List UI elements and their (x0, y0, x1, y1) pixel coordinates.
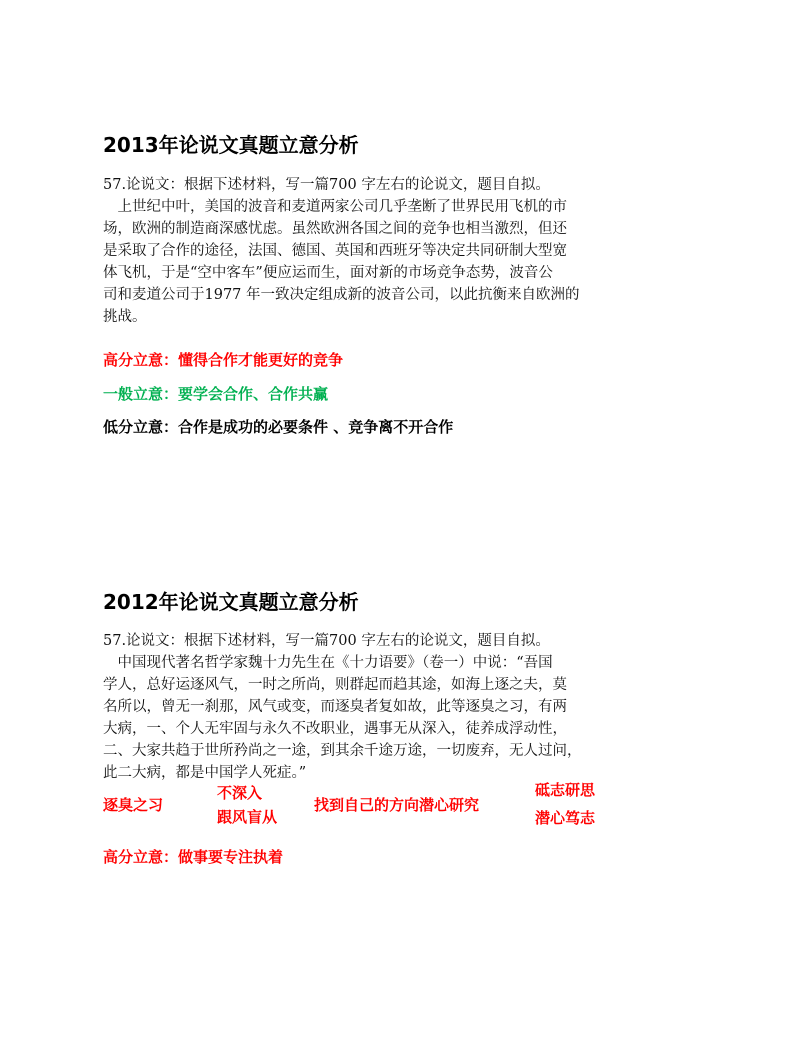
material-line: 体飞机，于是“空中客车”便应运而生，面对新的市场竞争态势，波音公 (103, 265, 553, 281)
map-not-deep: 不深入 (217, 784, 263, 802)
section-2013-medium-idea: 一般立意：要学会合作、合作共赢 (103, 385, 329, 403)
question-line: 57.论说文：根据下述材料，写一篇700 字左右的论说文，题目自拟。 (103, 177, 550, 193)
material-line: 是采取了合作的途径，法国、德国、英国和西班牙等决定共同研制大型宽 (103, 243, 567, 259)
map-find-direction: 找到自己的方向潜心研究 (314, 796, 480, 814)
material-line: 学人，总好运逐风气，一时之所尚，则群起而趋其途，如海上逐之夫，莫 (103, 677, 567, 693)
section-2012-title: 2012年论说文真题立意分析 (103, 590, 359, 614)
map-hone: 砥志研思 (535, 781, 596, 799)
material-line: 大病，一、个人无牢固与永久不改职业，遇事无从深入，徒养成浮动性， (103, 721, 567, 737)
section-2012-question (103, 630, 683, 784)
material-line: 名所以，曾无一刹那，风气或变，而逐臭者复如故，此等逐臭之习，有两 (103, 699, 567, 715)
material-line: 场，欧洲的制造商深感忧虑。虽然欧洲各国之间的竞争也相当激烈，但还 (103, 221, 567, 237)
map-focus: 潜心笃志 (535, 809, 596, 827)
section-2013-question (103, 174, 683, 328)
question-line: 57.论说文：根据下述材料，写一篇700 字左右的论说文，题目自拟。 (103, 633, 550, 649)
material-line: 此二大病，都是中国学人死症。” (103, 765, 307, 781)
section-2013-high-idea: 高分立意：懂得合作才能更好的竞争 (103, 351, 344, 369)
material-line: 挑战。 (103, 309, 147, 325)
material-line: 二、大家共趋于世所矜尚之一途，到其余千途万途，一切废弃，无人过问， (103, 743, 582, 759)
material-line: 司和麦道公司于1977 年一致决定组成新的波音公司，以此抗衡来自欧洲的 (103, 287, 580, 303)
section-2012-high-idea: 高分立意：做事要专注执着 (103, 848, 284, 866)
section-2013-low-idea: 低分立意：合作是成功的必要条件 、竞争离不开合作 (103, 418, 454, 436)
map-follow: 跟风盲从 (217, 808, 278, 826)
map-habit: 逐臭之习 (103, 796, 164, 814)
material-line: 上世纪中叶，美国的波音和麦道两家公司几乎垄断了世界民用飞机的市 (103, 199, 567, 215)
section-2013-title: 2013年论说文真题立意分析 (103, 133, 359, 157)
material-line: 中国现代著名哲学家魏十力先生在《十力语要》（卷一）中说：“吾国 (103, 655, 553, 671)
